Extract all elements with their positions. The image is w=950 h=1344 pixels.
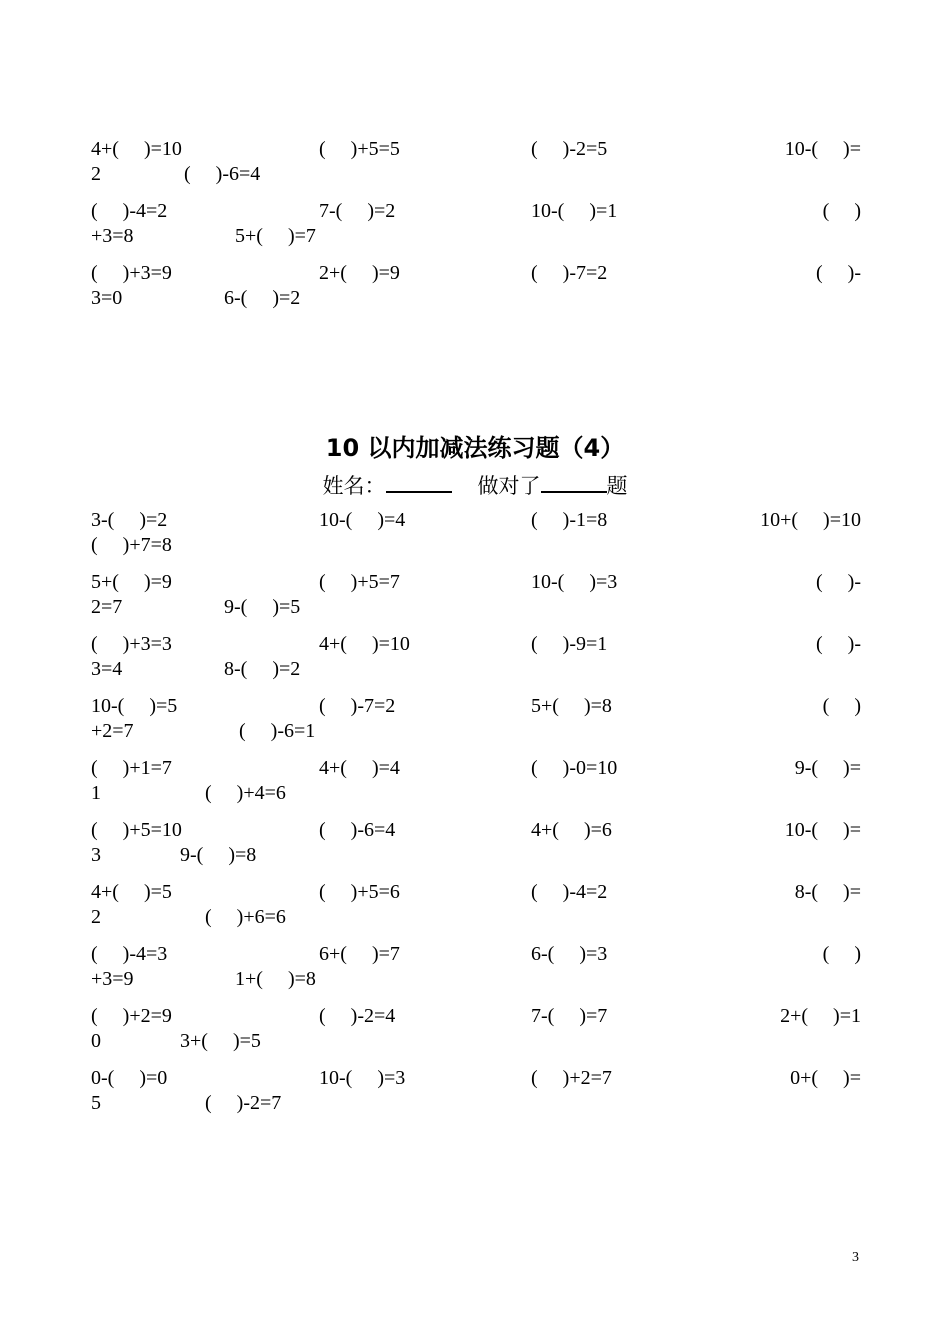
- exercise-row: [91, 508, 861, 570]
- exercise-row: [91, 137, 861, 199]
- exercise-problem[interactable]: 10-( )=3: [319, 1067, 406, 1089]
- exercise-problem[interactable]: 10-( )=3: [531, 571, 618, 593]
- exercise-problem[interactable]: 10-( )=4: [319, 509, 406, 531]
- exercise-problem[interactable]: ( )-1=8: [531, 509, 608, 531]
- exercise-row: [91, 694, 861, 756]
- exercise-problem[interactable]: 10-( )=1: [531, 200, 618, 222]
- exercise-problem-wrap[interactable]: 0: [91, 1030, 101, 1052]
- exercise-problem[interactable]: 9-( )=8: [180, 844, 257, 866]
- exercise-problem[interactable]: 4+( )=10: [91, 138, 182, 160]
- exercise-row: [91, 1004, 861, 1066]
- exercise-problem[interactable]: ( )+1=7: [91, 757, 172, 779]
- exercise-problem-wrap[interactable]: 3: [91, 844, 101, 866]
- exercise-row: [91, 199, 861, 261]
- exercise-problem[interactable]: 6-( )=3: [531, 943, 608, 965]
- exercise-problem[interactable]: ( )-7=2: [319, 695, 396, 717]
- exercise-problem[interactable]: ( ): [822, 695, 861, 717]
- exercise-problem[interactable]: 9-( )=5: [224, 596, 301, 618]
- exercise-problem[interactable]: ( )+3=3: [91, 633, 172, 655]
- exercise-problem-wrap[interactable]: 3=0: [91, 287, 123, 309]
- exercise-problem[interactable]: ( )+5=10: [91, 819, 182, 841]
- exercise-problem[interactable]: 10+( )=10: [760, 509, 861, 531]
- exercise-problem[interactable]: 3+( )=5: [180, 1030, 261, 1052]
- exercise-problem[interactable]: ( )-4=2: [531, 881, 608, 903]
- exercise-problem[interactable]: 8-( )=2: [224, 658, 301, 680]
- exercise-row: [91, 756, 861, 818]
- score-suffix: 题: [606, 474, 628, 498]
- exercise-problem-wrap[interactable]: 2=7: [91, 596, 123, 618]
- exercise-problem[interactable]: ( )+5=6: [319, 881, 400, 903]
- exercise-problem[interactable]: ( )-2=7: [205, 1092, 282, 1114]
- page-number: 3: [852, 1250, 859, 1265]
- exercise-problem[interactable]: ( )-7=2: [531, 262, 608, 284]
- main-exercise-block: [91, 508, 861, 1128]
- exercise-problem-wrap[interactable]: 2: [91, 163, 101, 185]
- exercise-problem[interactable]: 6-( )=2: [224, 287, 301, 309]
- exercise-problem-wrap[interactable]: +2=7: [91, 720, 134, 742]
- exercise-problem[interactable]: 9-( )=: [794, 757, 861, 779]
- worksheet-title: 10 以内加减法练习题（4）: [325, 434, 625, 462]
- exercise-problem[interactable]: ( )-6=4: [319, 819, 396, 841]
- exercise-row: [91, 632, 861, 694]
- exercise-problem[interactable]: 10-( )=: [784, 819, 861, 841]
- exercise-problem[interactable]: 1+( )=8: [235, 968, 316, 990]
- exercise-problem-wrap[interactable]: 3=4: [91, 658, 123, 680]
- exercise-problem[interactable]: ( )+5=7: [319, 571, 400, 593]
- exercise-problem[interactable]: ( ): [822, 943, 861, 965]
- exercise-row: [91, 942, 861, 1004]
- name-label: 姓名：: [322, 474, 386, 498]
- exercise-problem[interactable]: ( )+5=5: [319, 138, 400, 160]
- exercise-problem[interactable]: ( )-6=1: [239, 720, 316, 742]
- exercise-problem[interactable]: ( )+6=6: [205, 906, 286, 928]
- exercise-problem[interactable]: ( )+4=6: [205, 782, 286, 804]
- exercise-problem[interactable]: ( )-2=4: [319, 1005, 396, 1027]
- exercise-problem[interactable]: ( )-: [816, 633, 861, 655]
- exercise-problem[interactable]: ( )-: [816, 571, 861, 593]
- exercise-row: [91, 818, 861, 880]
- top-exercise-block: [91, 137, 861, 323]
- exercise-problem-wrap[interactable]: +3=8: [91, 225, 134, 247]
- exercise-problem[interactable]: 7-( )=2: [319, 200, 396, 222]
- exercise-problem[interactable]: 2+( )=1: [780, 1005, 861, 1027]
- exercise-problem[interactable]: ( )+3=9: [91, 262, 172, 284]
- score-blank[interactable]: [541, 473, 607, 493]
- exercise-problem[interactable]: 0+( )=: [790, 1067, 861, 1089]
- exercise-problem[interactable]: 4+( )=5: [91, 881, 172, 903]
- exercise-problem[interactable]: ( )-4=3: [91, 943, 168, 965]
- exercise-problem[interactable]: ( )-9=1: [531, 633, 608, 655]
- exercise-problem-wrap[interactable]: 5: [91, 1092, 101, 1114]
- exercise-problem[interactable]: 8-( )=: [794, 881, 861, 903]
- exercise-problem[interactable]: 10-( )=5: [91, 695, 178, 717]
- exercise-problem[interactable]: ( )+2=7: [531, 1067, 612, 1089]
- exercise-problem-wrap[interactable]: ( )+7=8: [91, 534, 172, 556]
- exercise-problem[interactable]: 10-( )=: [784, 138, 861, 160]
- exercise-problem[interactable]: 4+( )=4: [319, 757, 400, 779]
- exercise-problem[interactable]: ( ): [822, 200, 861, 222]
- exercise-problem-wrap[interactable]: 1: [91, 782, 101, 804]
- exercise-problem[interactable]: ( )-2=5: [531, 138, 608, 160]
- exercise-problem[interactable]: 5+( )=8: [531, 695, 612, 717]
- exercise-problem[interactable]: 0-( )=0: [91, 1067, 168, 1089]
- exercise-row: [91, 570, 861, 632]
- exercise-problem[interactable]: 7-( )=7: [531, 1005, 608, 1027]
- exercise-problem[interactable]: 3-( )=2: [91, 509, 168, 531]
- exercise-problem[interactable]: 5+( )=7: [235, 225, 316, 247]
- exercise-row: [91, 880, 861, 942]
- exercise-problem[interactable]: 2+( )=9: [319, 262, 400, 284]
- exercise-problem[interactable]: ( )-6=4: [184, 163, 261, 185]
- exercise-row: [91, 261, 861, 323]
- exercise-problem[interactable]: 4+( )=6: [531, 819, 612, 841]
- exercise-problem[interactable]: ( )-0=10: [531, 757, 618, 779]
- exercise-problem-wrap[interactable]: +3=9: [91, 968, 134, 990]
- exercise-problem[interactable]: ( )-: [816, 262, 861, 284]
- worksheet-subtitle: [0, 470, 950, 500]
- score-label: 做对了: [477, 474, 541, 498]
- exercise-problem[interactable]: 5+( )=9: [91, 571, 172, 593]
- exercise-problem[interactable]: ( )-4=2: [91, 200, 168, 222]
- exercise-problem[interactable]: 4+( )=10: [319, 633, 410, 655]
- exercise-row: [91, 1066, 861, 1128]
- exercise-problem-wrap[interactable]: 2: [91, 906, 101, 928]
- exercise-problem[interactable]: ( )+2=9: [91, 1005, 172, 1027]
- name-blank[interactable]: [386, 473, 452, 493]
- exercise-problem[interactable]: 6+( )=7: [319, 943, 400, 965]
